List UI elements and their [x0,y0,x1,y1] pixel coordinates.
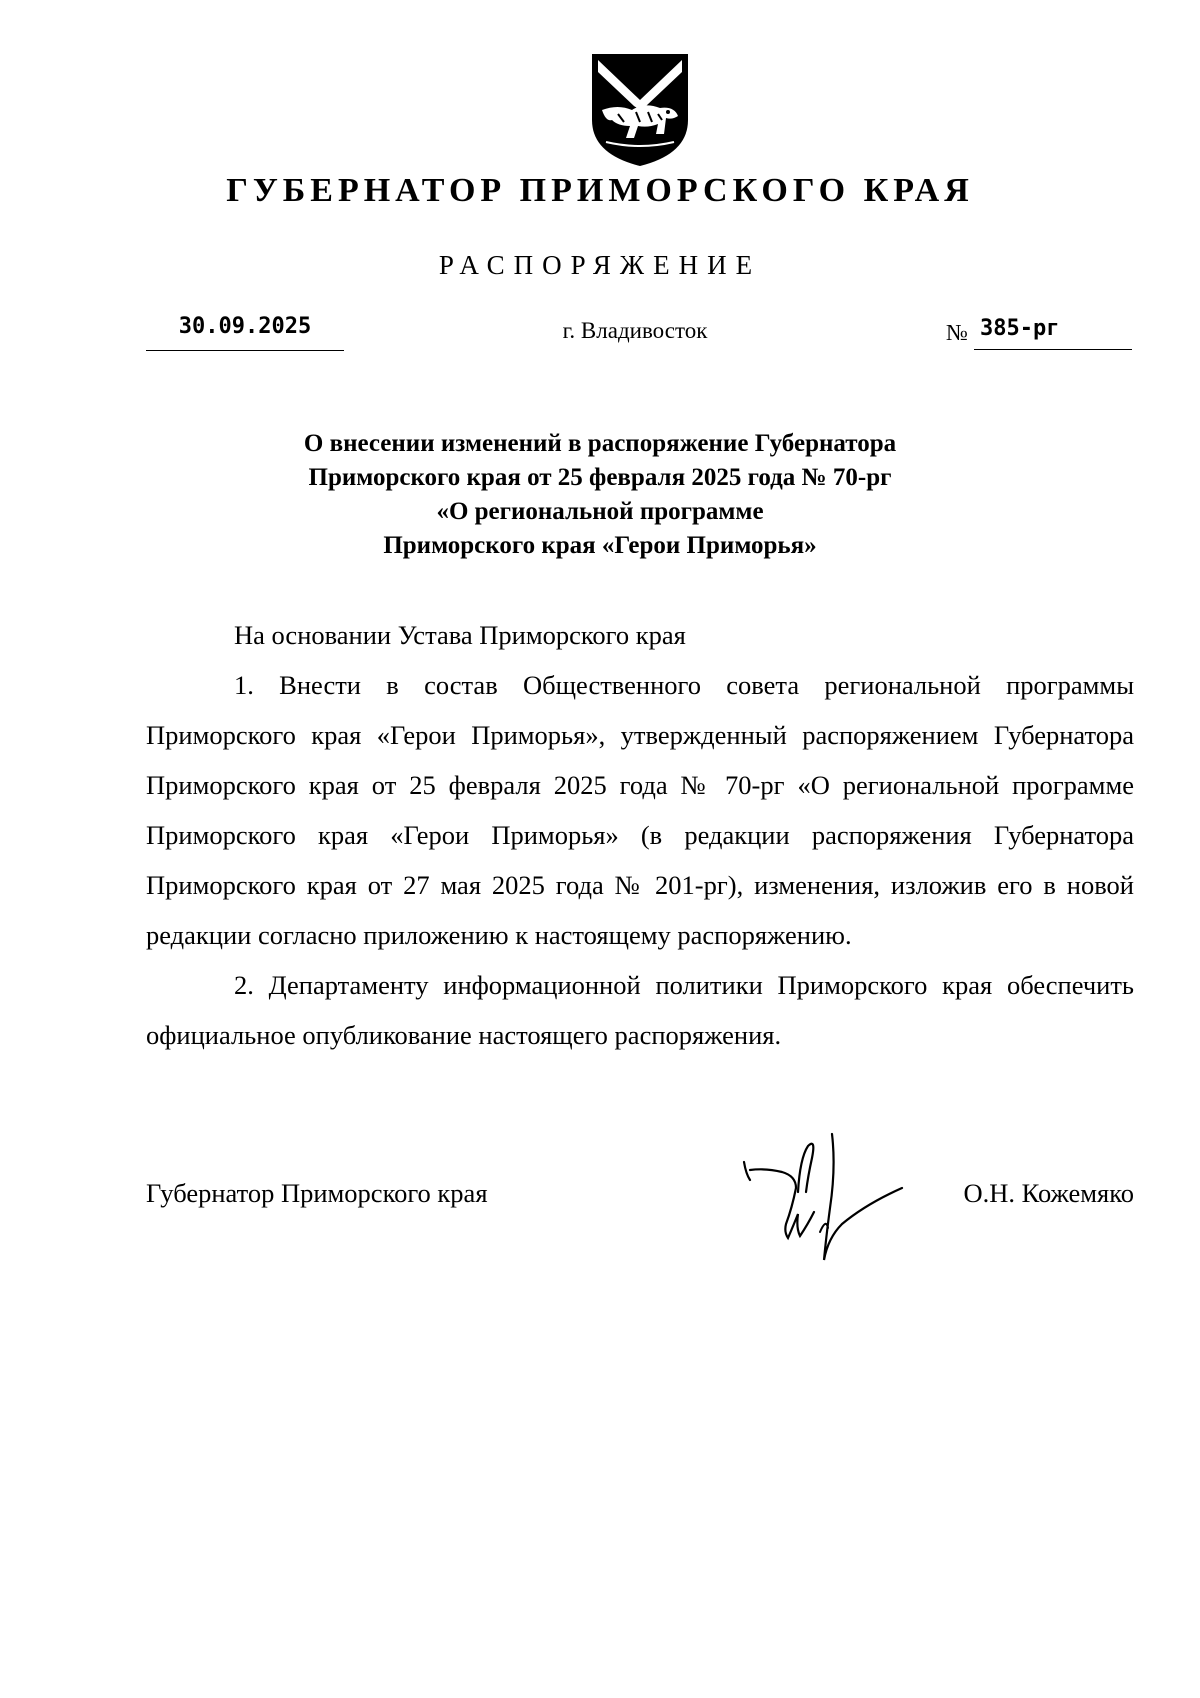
signer-name: О.Н. Кожемяко [963,1178,1134,1208]
signer-position: Губернатор Приморского края [146,1178,488,1208]
heading-line: «О региональной программе [436,498,764,525]
item-1-paragraph: 1. Внести в состав Общественного совета региональной программы Приморского края «Герои Приморья», утвержденный распоряжением Губернатора Приморского края от 25 февраля 2025 года № 70-рг «О региональной программе Приморского края «Герои Приморья» (в редакции распоряжения Губернатора Приморского края от 27 мая 2025 года № 201-рг), изменения, изложив его в новой редакции согласно приложению к настоящему распоряжению. [146,670,1134,950]
document-heading [200,427,1000,563]
handwritten-signature-icon [736,1128,936,1288]
item-2-paragraph: 2. Департаменту информационной политики Приморского края обеспечить официальное опубликование настоящего распоряжения. [146,970,1134,1050]
organization-title: ГУБЕРНАТОР ПРИМОРСКОГО КРАЯ [226,172,974,209]
document-type: РАСПОРЯЖЕНИЕ [438,250,762,280]
document-city: г. Владивосток [562,318,708,343]
basis-paragraph: На основании Устава Приморского края [234,620,686,650]
heading-line: Приморского края «Герои Приморья» [383,532,817,559]
document-date: 30.09.2025 [146,310,344,351]
number-value: 385-рг [974,312,1132,350]
coat-of-arms-icon [588,50,692,168]
signature-block [146,1178,1134,1318]
document-number [946,312,1132,350]
number-sign: № [946,320,968,345]
heading-line: Приморского края от 25 февраля 2025 года № 70-рг [308,464,892,491]
heading-line: О внесении изменений в распоряжение Губернатора [303,430,897,457]
document-body [146,610,1134,1060]
